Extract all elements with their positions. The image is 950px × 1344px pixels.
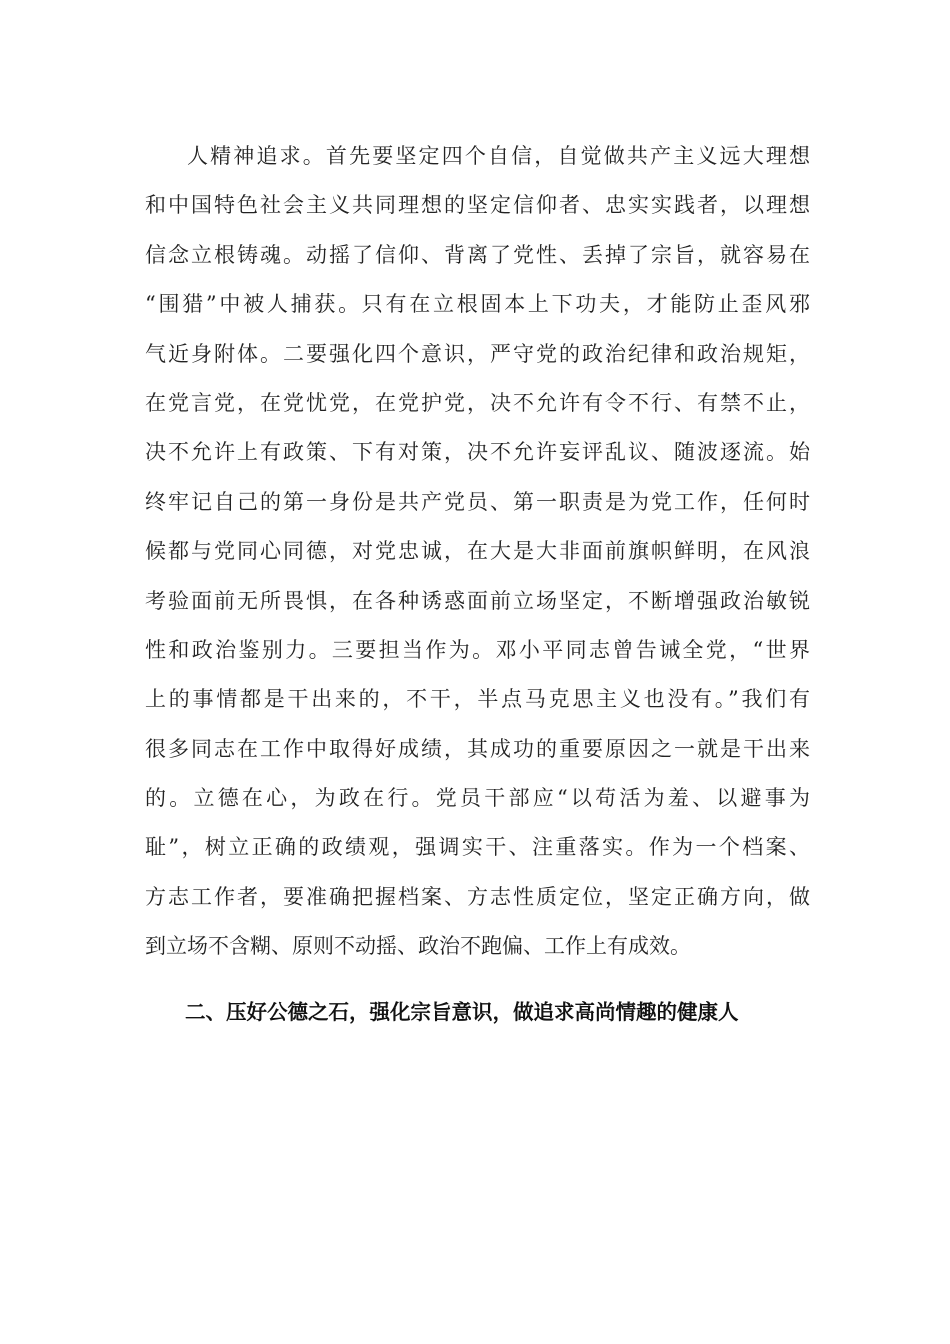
paragraph-line: 终牢记自己的第一身份是共产党员、第一职责是为党工作，任何时 [145,489,810,514]
paragraph-line: 考验面前无所畏惧，在各种诱惑面前立场坚定，不断增强政治敏锐 [145,588,810,613]
paragraph-line: 很多同志在工作中取得好成绩，其成功的重要原因之一就是干出来 [145,736,810,761]
paragraph-line: 人精神追求。首先要坚定四个自信，自觉做共产主义远大理想 [187,144,810,168]
paragraph-line: 候都与党同心同德，对党忠诚，在大是大非面前旗帜鲜明，在风浪 [145,539,810,564]
paragraph-line: 决不允许上有政策、下有对策，决不允许妄评乱议、随波逐流。始 [145,440,810,465]
paragraph-line: 和中国特色社会主义共同理想的坚定信仰者、忠实实践者，以理想 [145,193,810,218]
paragraph-line: 耻”，树立正确的政绩观，强调实干、注重落实。作为一个档案、 [145,835,810,860]
paragraph-line: 信念立根铸魂。动摇了信仰、背离了党性、丢掉了宗旨，就容易在 [145,242,810,267]
paragraph-line: 方志工作者，要准确把握档案、方志性质定位，坚定正确方向，做 [145,884,810,909]
paragraph-line: 上的事情都是干出来的，不干，半点马克思主义也没有。”我们有 [145,687,810,712]
section-heading: 二、压好公德之石，强化宗旨意识，做追求高尚情趣的健康人 [185,1000,739,1024]
paragraph-line: 气近身附体。二要强化四个意识，严守党的政治纪律和政治规矩， [145,341,810,366]
paragraph-line: 性和政治鉴别力。三要担当作为。邓小平同志曾告诫全党，“世界 [145,637,810,662]
paragraph-line: 的。立德在心，为政在行。党员干部应“以苟活为羞、以避事为 [145,786,810,811]
paragraph-line: 在党言党，在党忧党，在党护党，决不允许有令不行、有禁不止， [145,390,810,415]
paragraph-line-last: 到立场不含糊、原则不动摇、政治不跑偏、工作上有成效。 [145,934,691,959]
body-paragraph [145,132,810,972]
paragraph-line: “围猎”中被人捕获。只有在立根固本上下功夫，才能防止歪风邪 [145,292,810,317]
